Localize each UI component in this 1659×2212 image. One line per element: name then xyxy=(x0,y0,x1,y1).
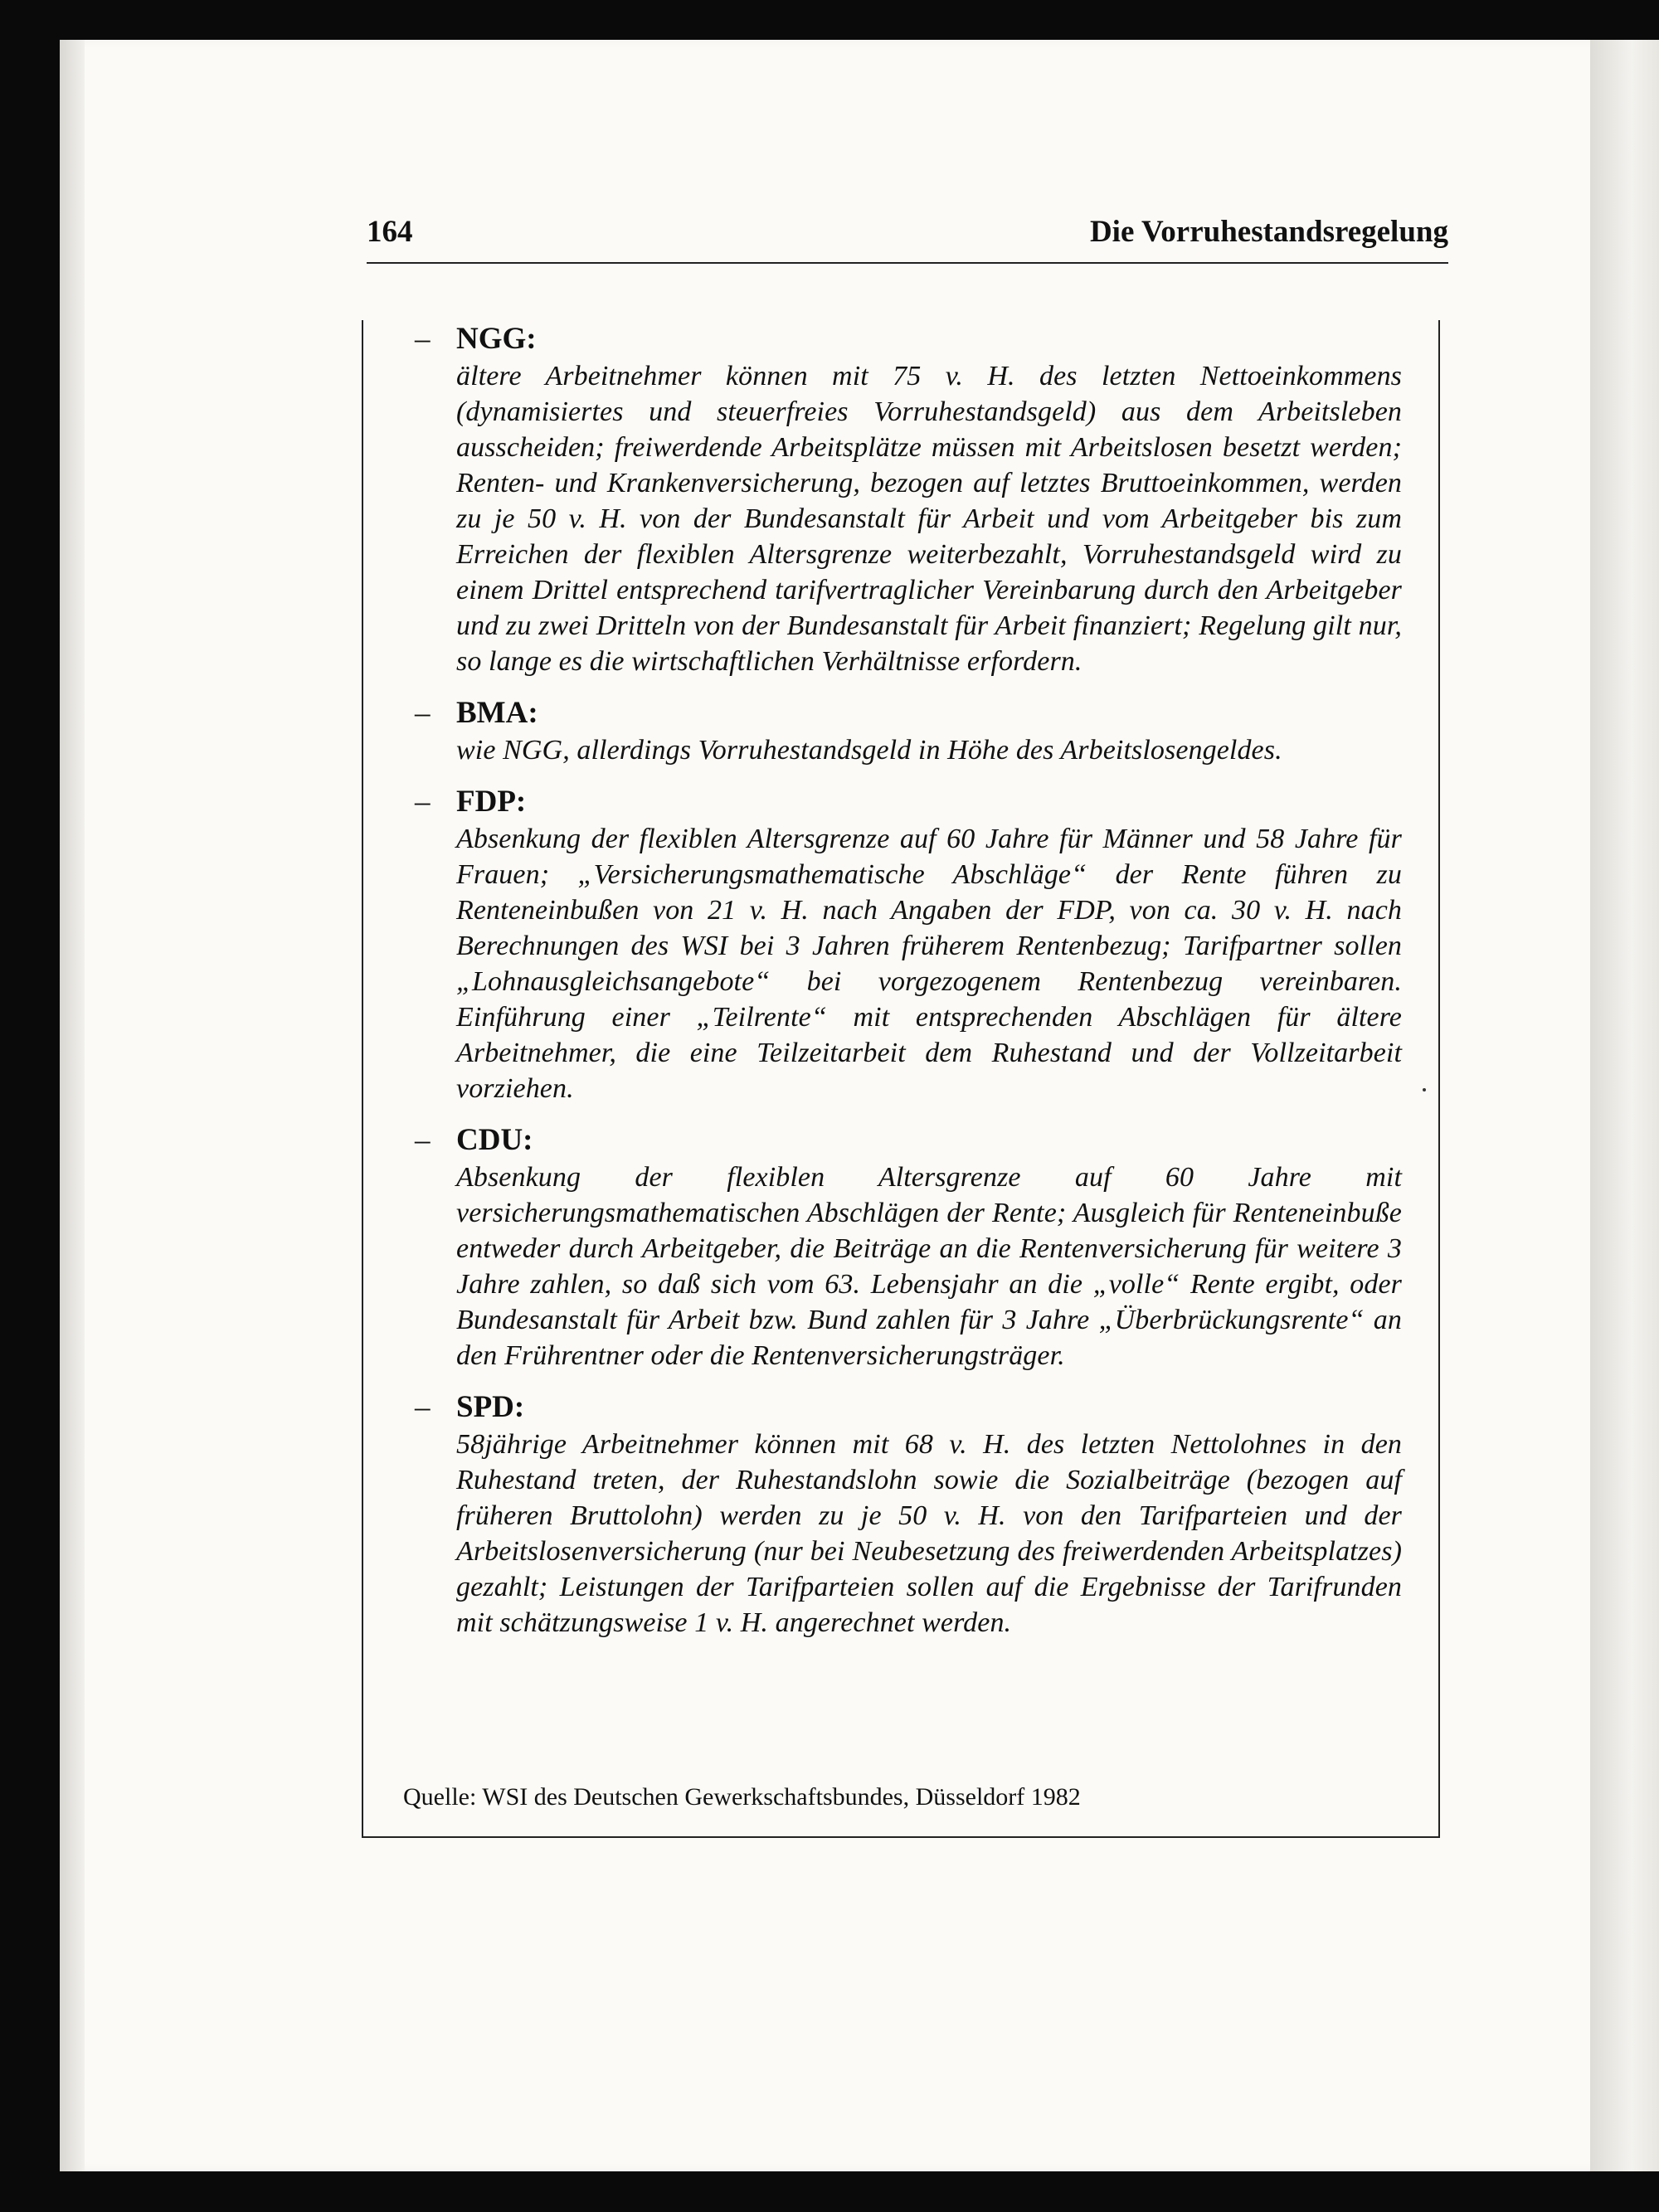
entry-body: Absenkung der flexiblen Altersgrenze auf 60 Jahre mit versicherungsmathematischen Abschlägen der Rente; Ausgleich für Renteneinbuße entweder durch Arbeitgeber, die Beiträge an die Rentenversicherung für weitere 3 Jahre zahlen, so daß sich vom 63. Lebensjahr an die „volle“ Rente ergibt, oder Bundesanstalt für Arbeit bzw. Bund zahlen für 3 Jahre „Überbrückungsrente“ an den Frührentner oder die Rentenversicherungsträger. xyxy=(456,1162,1402,1371)
running-title: Die Vorruhestandsregelung xyxy=(1089,215,1448,249)
source-note: Quelle: WSI des Deutschen Gewerkschaftsbundes, Düsseldorf 1982 xyxy=(403,1783,1081,1811)
entry-title-text: FDP: xyxy=(456,785,527,819)
entry-title xyxy=(415,783,1402,821)
entry-body: 58jährige Arbeitnehmer können mit 68 v. H. des letzten Nettolohnes in den Ruhestand treten, der Ruhestandslohn sowie die Sozialbeiträge (bezogen auf früheren Bruttolohn) werden zu je 50 v. H. von den Tarifparteien und der Arbeitslosenversicherung (nur bei Neubesetzung des freiwerdenden Arbeitsplatzes) gezahlt; Leistungen der Tarifparteien sollen auf die Ergebnisse der Tarifrunden mit schätzungsweise 1 v. H. angerechnet werden. xyxy=(456,1429,1402,1638)
proposal-list xyxy=(415,320,1402,1655)
entry-title-text: CDU: xyxy=(456,1123,533,1157)
entry-dash: – xyxy=(415,1390,431,1424)
facing-page-edge xyxy=(1590,40,1659,2171)
entry-cdu xyxy=(415,1121,1402,1373)
entry-title xyxy=(415,320,1402,358)
entry-body: wie NGG, allerdings Vorruhestandsgeld in Höhe des Arbeitslosengeldes. xyxy=(456,735,1282,766)
running-header xyxy=(367,214,1448,264)
entry-dash: – xyxy=(415,1123,431,1157)
entry-dash: – xyxy=(415,785,431,819)
entry-title xyxy=(415,1121,1402,1159)
proposal-box xyxy=(362,320,1440,1838)
entry-dash: – xyxy=(415,322,431,356)
entry-title-text: BMA: xyxy=(456,696,538,730)
entry-dash: – xyxy=(415,696,431,730)
entry-title xyxy=(415,694,1402,732)
entry-fdp xyxy=(415,783,1402,1106)
entry-body: ältere Arbeitnehmer können mit 75 v. H. des letzten Nettoeinkommens (dynamisiertes und steuerfreies Vorruhestandsgeld) aus dem Arbeitsleben ausscheiden; freiwerdende Arbeitsplätze müssen mit Arbeitslosen besetzt werden; Renten- und Krankenversicherung, bezogen auf letztes Bruttoeinkommen, werden zu je 50 v. H. von der Bundesanstalt für Arbeit und vom Arbeitgeber bis zum Erreichen der flexiblen Altersgrenze weiterbezahlt, Vorruhestandsgeld wird zu einem Drittel entsprechend tarifvertraglicher Vereinbarung durch den Arbeitgeber und zu zwei Dritteln von der Bundesanstalt für Arbeit finanziert; Regelung gilt nur, so lange es die wirtschaftlichen Verhältnisse erfordern. xyxy=(456,361,1402,677)
header-rule xyxy=(367,262,1448,264)
scan-speck xyxy=(1423,1088,1426,1091)
entry-spd xyxy=(415,1388,1402,1641)
entry-title-text: SPD: xyxy=(456,1390,525,1424)
entry-ngg xyxy=(415,320,1402,679)
entry-title xyxy=(415,1388,1402,1427)
page-gutter-edge xyxy=(60,40,85,2171)
entry-body: Absenkung der flexiblen Altersgrenze auf 60 Jahre für Männer und 58 Jahre für Frauen; „Versicherungsmathematische Abschläge“ der Rente führen zu Renteneinbußen von 21 v. H. nach Angaben der FDP, von ca. 30 v. H. nach Berechnungen des WSI bei 3 Jahren früherem Rentenbezug; Tarifpartner sollen „Lohnausgleichsangebote“ bei vorgezogenem Rentenbezug vereinbaren. Einführung einer „Teilrente“ mit entsprechenden Abschlägen für ältere Arbeitnehmer, die eine Teilzeitarbeit dem Ruhestand und der Vollzeitarbeit vorziehen. xyxy=(456,824,1402,1104)
page-number: 164 xyxy=(367,215,413,249)
entry-bma xyxy=(415,694,1402,768)
entry-title-text: NGG: xyxy=(456,322,537,356)
